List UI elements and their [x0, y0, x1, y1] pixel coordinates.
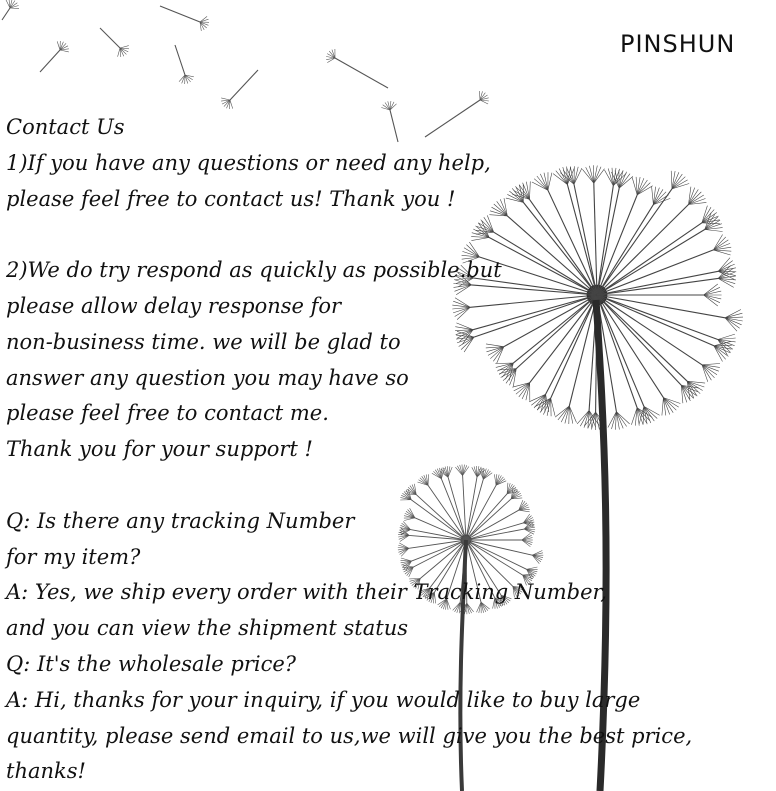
paragraph-2-line-2: please allow delay response for: [6, 293, 342, 318]
spacer: [6, 468, 746, 504]
paragraph-2-line-4: answer any question you may have so: [6, 365, 409, 390]
paragraph-2-line-1: 2)We do try respond as quickly as possible.but: [6, 258, 502, 283]
faq-question-1-line-2: for my item?: [6, 544, 141, 569]
faq-answer-2-line-2: quantity, please send email to us,we will give you the best price,: [6, 723, 693, 748]
contact-content: [6, 110, 746, 790]
faq-answer-1-line-2: and you can view the shipment status: [6, 616, 408, 641]
faq-answer-2-line-3: thanks!: [6, 759, 86, 784]
faq-answer-1-line-1: A: Yes, we ship every order with their Tracking Number,: [6, 580, 607, 605]
faq-question-1-line-1: Q: Is there any tracking Number: [6, 508, 355, 533]
paragraph-1-line-1: 1)If you have any questions or need any help,: [6, 150, 491, 175]
faq-question-2: Q: It's the wholesale price?: [6, 651, 297, 676]
paragraph-1-line-2: please feel free to contact us! Thank you !: [6, 186, 456, 211]
contact-heading: Contact Us: [6, 115, 125, 139]
paragraph-2-line-3: non-business time. we will be glad to: [6, 329, 401, 354]
spacer: [6, 217, 746, 253]
faq-answer-2-line-1: A: Hi, thanks for your inquiry, if you would like to buy large: [6, 687, 641, 712]
paragraph-2-line-5: please feel free to contact me.: [6, 401, 329, 426]
paragraph-2-line-6: Thank you for your support !: [6, 437, 313, 462]
brand-name: PINSHUN: [620, 30, 736, 58]
